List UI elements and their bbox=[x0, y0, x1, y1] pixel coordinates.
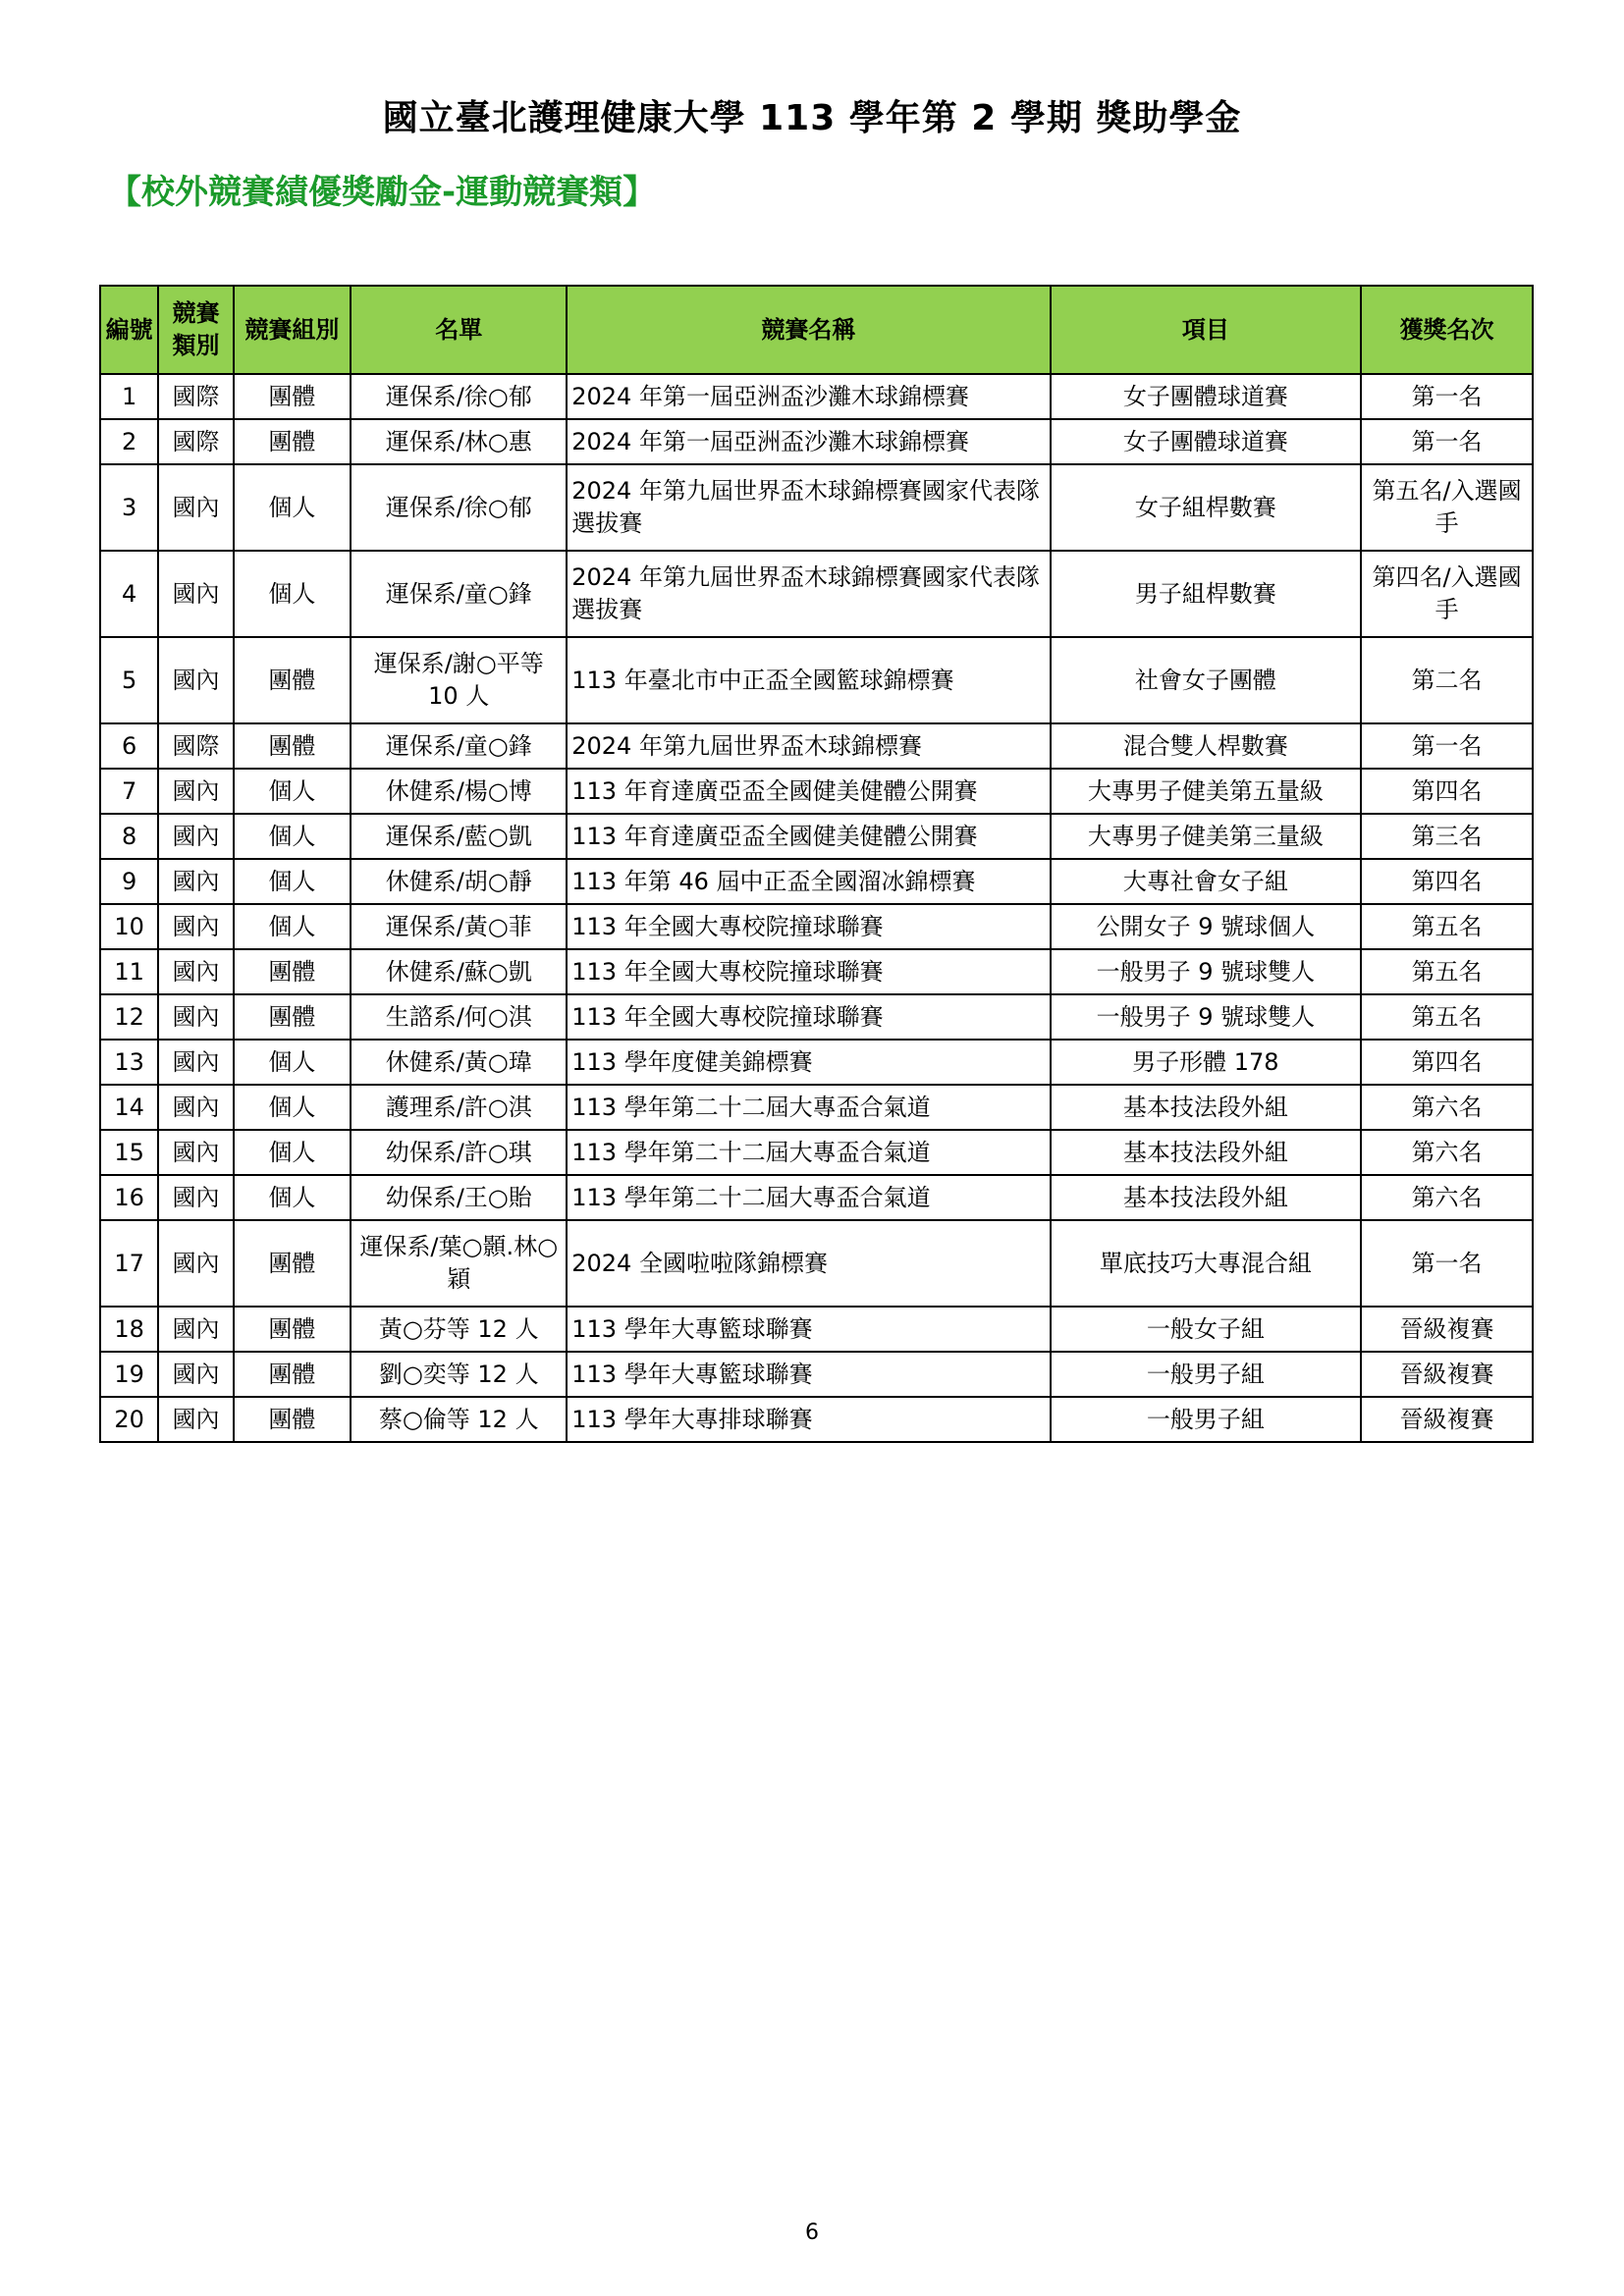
cell-number: 15 bbox=[100, 1130, 158, 1175]
cell-event: 一般男子組 bbox=[1051, 1397, 1362, 1442]
cell-group: 團體 bbox=[234, 1397, 352, 1442]
table-row bbox=[100, 1220, 1533, 1307]
cell-rank: 第六名 bbox=[1361, 1175, 1533, 1220]
table-row bbox=[100, 859, 1533, 904]
cell-group: 個人 bbox=[234, 551, 352, 637]
cell-rank: 第一名 bbox=[1361, 1220, 1533, 1307]
cell-event: 社會女子團體 bbox=[1051, 637, 1362, 723]
cell-names: 蔡○倫等 12 人 bbox=[351, 1397, 567, 1442]
cell-names: 運保系/黃○菲 bbox=[351, 904, 567, 949]
table-row bbox=[100, 374, 1533, 419]
cell-category: 國內 bbox=[158, 1040, 233, 1085]
cell-competition: 113 年全國大專校院撞球聯賽 bbox=[567, 949, 1050, 994]
cell-category: 國際 bbox=[158, 374, 233, 419]
cell-event: 男子形體 178 bbox=[1051, 1040, 1362, 1085]
cell-rank: 第四名/入選國手 bbox=[1361, 551, 1533, 637]
cell-category: 國內 bbox=[158, 1397, 233, 1442]
cell-competition: 113 年全國大專校院撞球聯賽 bbox=[567, 904, 1050, 949]
cell-names: 護理系/許○淇 bbox=[351, 1085, 567, 1130]
cell-competition: 113 學年度健美錦標賽 bbox=[567, 1040, 1050, 1085]
cell-group: 團體 bbox=[234, 1307, 352, 1352]
cell-rank: 第四名 bbox=[1361, 1040, 1533, 1085]
cell-number: 5 bbox=[100, 637, 158, 723]
cell-competition: 113 學年大專籃球聯賽 bbox=[567, 1307, 1050, 1352]
column-header-category: 競賽類別 bbox=[158, 286, 233, 374]
cell-event: 大專男子健美第三量級 bbox=[1051, 814, 1362, 859]
cell-category: 國內 bbox=[158, 814, 233, 859]
cell-competition: 113 學年大專籃球聯賽 bbox=[567, 1352, 1050, 1397]
cell-number: 6 bbox=[100, 723, 158, 769]
column-header-number: 編號 bbox=[100, 286, 158, 374]
cell-number: 1 bbox=[100, 374, 158, 419]
cell-number: 3 bbox=[100, 464, 158, 551]
cell-names: 休健系/蘇○凱 bbox=[351, 949, 567, 994]
cell-category: 國內 bbox=[158, 994, 233, 1040]
table-row bbox=[100, 464, 1533, 551]
table-row bbox=[100, 769, 1533, 814]
cell-names: 運保系/徐○郁 bbox=[351, 464, 567, 551]
cell-number: 8 bbox=[100, 814, 158, 859]
column-header-names: 名單 bbox=[351, 286, 567, 374]
cell-event: 男子組桿數賽 bbox=[1051, 551, 1362, 637]
cell-group: 個人 bbox=[234, 769, 352, 814]
cell-group: 團體 bbox=[234, 723, 352, 769]
cell-number: 11 bbox=[100, 949, 158, 994]
cell-group: 個人 bbox=[234, 904, 352, 949]
cell-category: 國內 bbox=[158, 769, 233, 814]
cell-category: 國際 bbox=[158, 723, 233, 769]
cell-names: 運保系/葉○顥.林○穎 bbox=[351, 1220, 567, 1307]
cell-competition: 2024 年第九屆世界盃木球錦標賽國家代表隊選拔賽 bbox=[567, 464, 1050, 551]
cell-event: 一般女子組 bbox=[1051, 1307, 1362, 1352]
cell-competition: 113 學年大專排球聯賽 bbox=[567, 1397, 1050, 1442]
cell-event: 一般男子組 bbox=[1051, 1352, 1362, 1397]
column-header-competition: 競賽名稱 bbox=[567, 286, 1050, 374]
cell-rank: 第五名 bbox=[1361, 994, 1533, 1040]
cell-group: 個人 bbox=[234, 1040, 352, 1085]
table-row bbox=[100, 723, 1533, 769]
cell-event: 基本技法段外組 bbox=[1051, 1130, 1362, 1175]
cell-competition: 113 年臺北市中正盃全國籃球錦標賽 bbox=[567, 637, 1050, 723]
column-header-rank: 獲獎名次 bbox=[1361, 286, 1533, 374]
cell-event: 女子團體球道賽 bbox=[1051, 419, 1362, 464]
cell-group: 團體 bbox=[234, 374, 352, 419]
cell-number: 12 bbox=[100, 994, 158, 1040]
cell-group: 團體 bbox=[234, 994, 352, 1040]
table-header-row bbox=[100, 286, 1533, 374]
cell-event: 大專社會女子組 bbox=[1051, 859, 1362, 904]
table-row bbox=[100, 1085, 1533, 1130]
cell-group: 個人 bbox=[234, 1175, 352, 1220]
cell-category: 國際 bbox=[158, 419, 233, 464]
table-row bbox=[100, 551, 1533, 637]
table-row bbox=[100, 1175, 1533, 1220]
cell-event: 女子團體球道賽 bbox=[1051, 374, 1362, 419]
cell-names: 幼保系/許○琪 bbox=[351, 1130, 567, 1175]
cell-competition: 2024 年第一屆亞洲盃沙灘木球錦標賽 bbox=[567, 419, 1050, 464]
table-row bbox=[100, 1397, 1533, 1442]
cell-names: 幼保系/王○貽 bbox=[351, 1175, 567, 1220]
cell-names: 運保系/謝○平等 10 人 bbox=[351, 637, 567, 723]
cell-event: 公開女子 9 號球個人 bbox=[1051, 904, 1362, 949]
awards-table bbox=[99, 285, 1534, 1443]
cell-competition: 2024 年第一屆亞洲盃沙灘木球錦標賽 bbox=[567, 374, 1050, 419]
cell-names: 運保系/徐○郁 bbox=[351, 374, 567, 419]
page-number: 6 bbox=[805, 2220, 819, 2245]
cell-group: 個人 bbox=[234, 1130, 352, 1175]
cell-group: 團體 bbox=[234, 1220, 352, 1307]
column-header-event: 項目 bbox=[1051, 286, 1362, 374]
cell-rank: 第一名 bbox=[1361, 723, 1533, 769]
cell-group: 個人 bbox=[234, 1085, 352, 1130]
cell-number: 17 bbox=[100, 1220, 158, 1307]
document-title: 國立臺北護理健康大學 113 學年第 2 學期 獎助學金 bbox=[382, 98, 1242, 138]
cell-competition: 113 年全國大專校院撞球聯賽 bbox=[567, 994, 1050, 1040]
table-row bbox=[100, 1040, 1533, 1085]
cell-number: 14 bbox=[100, 1085, 158, 1130]
table-row bbox=[100, 814, 1533, 859]
cell-names: 運保系/林○惠 bbox=[351, 419, 567, 464]
cell-category: 國內 bbox=[158, 1175, 233, 1220]
cell-rank: 晉級複賽 bbox=[1361, 1307, 1533, 1352]
cell-rank: 第六名 bbox=[1361, 1085, 1533, 1130]
cell-category: 國內 bbox=[158, 904, 233, 949]
cell-names: 黃○芬等 12 人 bbox=[351, 1307, 567, 1352]
cell-names: 運保系/藍○凱 bbox=[351, 814, 567, 859]
cell-group: 團體 bbox=[234, 949, 352, 994]
cell-group: 團體 bbox=[234, 637, 352, 723]
cell-group: 個人 bbox=[234, 464, 352, 551]
table-row bbox=[100, 1130, 1533, 1175]
cell-names: 休健系/黃○瑋 bbox=[351, 1040, 567, 1085]
cell-event: 混合雙人桿數賽 bbox=[1051, 723, 1362, 769]
cell-number: 4 bbox=[100, 551, 158, 637]
cell-group: 團體 bbox=[234, 419, 352, 464]
cell-group: 個人 bbox=[234, 859, 352, 904]
cell-group: 個人 bbox=[234, 814, 352, 859]
table-row bbox=[100, 994, 1533, 1040]
cell-competition: 113 年育達廣亞盃全國健美健體公開賽 bbox=[567, 814, 1050, 859]
cell-group: 團體 bbox=[234, 1352, 352, 1397]
cell-number: 10 bbox=[100, 904, 158, 949]
cell-competition: 113 學年第二十二屆大專盃合氣道 bbox=[567, 1085, 1050, 1130]
cell-rank: 第二名 bbox=[1361, 637, 1533, 723]
table-row bbox=[100, 1307, 1533, 1352]
cell-number: 18 bbox=[100, 1307, 158, 1352]
cell-competition: 2024 年第九屆世界盃木球錦標賽國家代表隊選拔賽 bbox=[567, 551, 1050, 637]
cell-number: 9 bbox=[100, 859, 158, 904]
cell-rank: 第四名 bbox=[1361, 769, 1533, 814]
cell-event: 基本技法段外組 bbox=[1051, 1085, 1362, 1130]
cell-competition: 113 年育達廣亞盃全國健美健體公開賽 bbox=[567, 769, 1050, 814]
cell-category: 國內 bbox=[158, 1220, 233, 1307]
cell-names: 休健系/胡○靜 bbox=[351, 859, 567, 904]
cell-category: 國內 bbox=[158, 1307, 233, 1352]
cell-number: 13 bbox=[100, 1040, 158, 1085]
cell-number: 2 bbox=[100, 419, 158, 464]
cell-category: 國內 bbox=[158, 464, 233, 551]
column-header-group: 競賽組別 bbox=[234, 286, 352, 374]
table-row bbox=[100, 904, 1533, 949]
cell-competition: 2024 全國啦啦隊錦標賽 bbox=[567, 1220, 1050, 1307]
cell-category: 國內 bbox=[158, 859, 233, 904]
cell-rank: 第五名 bbox=[1361, 904, 1533, 949]
cell-rank: 晉級複賽 bbox=[1361, 1352, 1533, 1397]
cell-rank: 第五名 bbox=[1361, 949, 1533, 994]
cell-names: 劉○奕等 12 人 bbox=[351, 1352, 567, 1397]
cell-rank: 第一名 bbox=[1361, 419, 1533, 464]
cell-event: 女子組桿數賽 bbox=[1051, 464, 1362, 551]
cell-number: 7 bbox=[100, 769, 158, 814]
cell-rank: 第五名/入選國手 bbox=[1361, 464, 1533, 551]
cell-category: 國內 bbox=[158, 1130, 233, 1175]
cell-competition: 113 年第 46 屆中正盃全國溜冰錦標賽 bbox=[567, 859, 1050, 904]
cell-category: 國內 bbox=[158, 1352, 233, 1397]
cell-names: 運保系/童○鋒 bbox=[351, 551, 567, 637]
table-row bbox=[100, 637, 1533, 723]
cell-event: 一般男子 9 號球雙人 bbox=[1051, 994, 1362, 1040]
cell-category: 國內 bbox=[158, 949, 233, 994]
cell-event: 大專男子健美第五量級 bbox=[1051, 769, 1362, 814]
cell-competition: 113 學年第二十二屆大專盃合氣道 bbox=[567, 1175, 1050, 1220]
cell-rank: 第一名 bbox=[1361, 374, 1533, 419]
cell-number: 20 bbox=[100, 1397, 158, 1442]
cell-event: 一般男子 9 號球雙人 bbox=[1051, 949, 1362, 994]
cell-rank: 晉級複賽 bbox=[1361, 1397, 1533, 1442]
section-subtitle: 【校外競賽績優獎勵金-運動競賽類】 bbox=[108, 173, 657, 212]
cell-event: 單底技巧大專混合組 bbox=[1051, 1220, 1362, 1307]
cell-number: 16 bbox=[100, 1175, 158, 1220]
cell-competition: 2024 年第九屆世界盃木球錦標賽 bbox=[567, 723, 1050, 769]
table-row bbox=[100, 419, 1533, 464]
cell-category: 國內 bbox=[158, 551, 233, 637]
cell-names: 運保系/童○鋒 bbox=[351, 723, 567, 769]
cell-category: 國內 bbox=[158, 1085, 233, 1130]
cell-number: 19 bbox=[100, 1352, 158, 1397]
cell-competition: 113 學年第二十二屆大專盃合氣道 bbox=[567, 1130, 1050, 1175]
cell-rank: 第六名 bbox=[1361, 1130, 1533, 1175]
table-row bbox=[100, 949, 1533, 994]
cell-rank: 第三名 bbox=[1361, 814, 1533, 859]
cell-category: 國內 bbox=[158, 637, 233, 723]
cell-event: 基本技法段外組 bbox=[1051, 1175, 1362, 1220]
cell-names: 生諮系/何○淇 bbox=[351, 994, 567, 1040]
table-row bbox=[100, 1352, 1533, 1397]
cell-rank: 第四名 bbox=[1361, 859, 1533, 904]
cell-names: 休健系/楊○博 bbox=[351, 769, 567, 814]
